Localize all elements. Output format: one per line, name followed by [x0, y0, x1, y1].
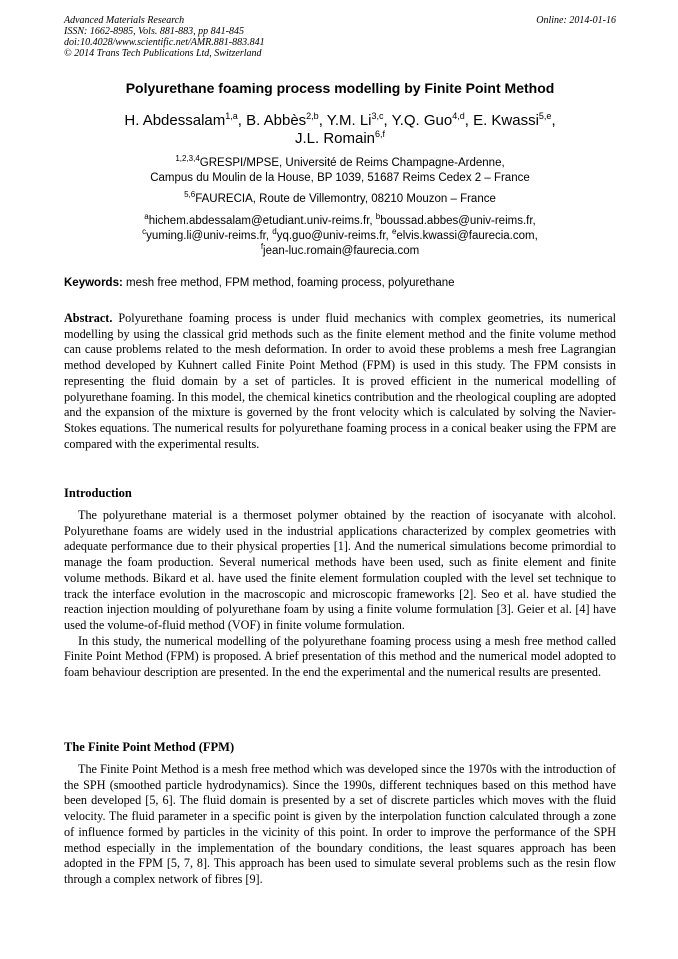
author-name: J.L. Romain: [294, 130, 376, 147]
affiliation-superscript: 5,6: [184, 190, 196, 200]
affiliation-2: [64, 192, 616, 207]
author-name: Y.Q. Guo: [391, 112, 453, 129]
section-heading-introduction: Introduction: [64, 486, 132, 500]
introduction-paragraph-2: In this study, the numerical modelling of the polyurethane foaming process using a mesh free method called Finite Point Method (FPM) is proposed. A brief presentation of this method and the numerical model adopted to foam behaviour description are presented. In the end the experimental and the numerical results are presented.: [64, 633, 616, 680]
author-line-2: [64, 130, 616, 148]
author-superscript: 3,c: [371, 111, 384, 121]
email-b[interactable]: boussad.abbes@univ-reims.fr,: [380, 215, 536, 227]
abstract-paragraph: [64, 311, 616, 452]
introduction-paragraph-1: The polyurethane material is a thermoset polymer obtained by the reaction of isocyanate with alcohol. Polyurethane foams are widely used in the industrial applications characterized by complex geometries with adequate performance due to their physical properties [1]. And the numerical simulations become primordial to manage the foam production. Several numerical methods have been used, such as finite element and finite volume methods. Bikard et al. have used the finite element formulation coupled with the level set technique to track the interface evolution in the macroscopic and microscopic frameworks [2]. Seo et al. have studied the reaction injection moulding of polyurethane foam by using a finite volume formulation [3]. Geier et al. [4] have used the volume-of-fluid method (VOF) in finite volume formulation.: [64, 508, 616, 632]
abstract-text: Polyurethane foaming process is under fluid mechanics with complex geometries, its numerical modelling by using the classical grid methods such as the finite element method and the finite volume method can cause problems related to the mesh deformation. In order to avoid these problems a mesh free Lagrangian method developed by Kuhnert called Finite Point Method (FPM) is used in this study. The FPM consists in representing the fluid domain by a set of particles. It is proved efficient in the numerical modelling of polyurethane foaming. In this model, the chemical kinetics contribution and the rheological coupling are adopted and the expansion of the mixture is governed by the front velocity which is calculated by solving the Navier-Stokes equations. The numerical results for polyurethane foaming process in a conical beaker using the FPM are compared with the experimental results.: [64, 311, 616, 451]
email-a[interactable]: hichem.abdessalam@etudiant.univ-reims.fr,: [148, 215, 373, 227]
keywords: [64, 277, 616, 289]
keywords-label: Keywords:: [64, 277, 123, 289]
copyright-line: © 2014 Trans Tech Publications Ltd, Switzerland: [64, 48, 262, 59]
email-superscript: b: [375, 212, 381, 222]
author-superscript: 4,d: [452, 111, 465, 121]
keywords-text: mesh free method, FPM method, foaming process, polyurethane: [126, 277, 455, 289]
author-line-1: H. Abdessalam$^{1,a}$, B. Abbès$^{2,b}$, Y.M. Li$^{3,c}$, Y.Q. Guo$^{4,d}$, E. Kwassi$^{5,e}$,: [124, 111, 556, 129]
author-name: Y.M. Li: [326, 112, 372, 129]
author-name: E. Kwassi: [473, 112, 539, 129]
email-superscript: d: [272, 227, 277, 237]
paper-title: Polyurethane foaming process modelling by Finite Point Method: [125, 80, 555, 96]
email-superscript: e: [391, 227, 397, 237]
author-name: H. Abdessalam: [124, 112, 226, 129]
affiliation-1-line-1: [64, 156, 616, 171]
section-heading-fpm: The Finite Point Method (FPM): [64, 740, 235, 754]
email-superscript: c: [142, 227, 147, 237]
fpm-body: [64, 762, 616, 888]
online-date: Online: 2014-01-16: [536, 15, 616, 26]
journal-name: Advanced Materials Research: [64, 15, 185, 26]
email-line-1: [64, 214, 616, 229]
fpm-paragraph-1: The Finite Point Method is a mesh free method which was developed since the 1970s with the introduction of the SPH (smoothed particle hydrodynamics). Since the 1990s, different techniques based on this method have been developed [5, 6]. The fluid domain is presented by a set of discrete particles which moves with the fluid velocity. The fluid parameter in a specific point is given by the interpolation function calculated through a zone of influence formed by particles in the vicinity of this point. In order to improve the performance of the SPH method especially in the implementation of the boundary conditions, the least squares approach has been adopted in the FPM [5, 7, 8]. This approach has been used to simulate several problems such as the resin flow through a complex network of fibres [9].: [64, 762, 616, 886]
author-list: [64, 112, 616, 148]
doi-line: doi:10.4028/www.scientific.net/AMR.881-883.841: [64, 37, 265, 48]
email-d[interactable]: yq.guo@univ-reims.fr,: [276, 230, 389, 242]
author-superscript: 2,b: [306, 111, 319, 121]
email-superscript: f: [260, 242, 264, 252]
journal-header: [64, 15, 616, 59]
affiliation-text: GRESPI/MPSE, Université de Reims Champagne-Ardenne,: [199, 157, 505, 169]
author-superscript: 1,a: [225, 111, 238, 121]
abstract: [64, 311, 616, 452]
affiliation-superscript: 1,2,3,4: [175, 154, 200, 164]
author-superscript: 5,e: [538, 111, 552, 121]
author-superscript: 6,f: [375, 129, 386, 139]
email-e[interactable]: elvis.kwassi@faurecia.com,: [396, 230, 538, 242]
email-superscript: a: [144, 212, 149, 222]
affiliation-1-line-2: Campus du Moulin de la House, BP 1039, 51687 Reims Cedex 2 – France: [150, 172, 530, 184]
abstract-label: Abstract.: [64, 311, 113, 325]
email-line-3: [64, 244, 616, 259]
email-c[interactable]: yuming.li@univ-reims.fr,: [146, 230, 270, 242]
author-name: B. Abbès: [246, 112, 307, 129]
issn-line: ISSN: 1662-8985, Vols. 881-883, pp 841-845: [64, 26, 244, 37]
email-block: [64, 214, 616, 259]
affiliation-1: [64, 156, 616, 186]
affiliation-text: FAURECIA, Route de Villemontry, 08210 Mouzon – France: [195, 193, 496, 205]
introduction-body: [64, 508, 616, 681]
email-line-2: [64, 229, 616, 244]
email-f[interactable]: jean-luc.romain@faurecia.com: [263, 245, 420, 257]
